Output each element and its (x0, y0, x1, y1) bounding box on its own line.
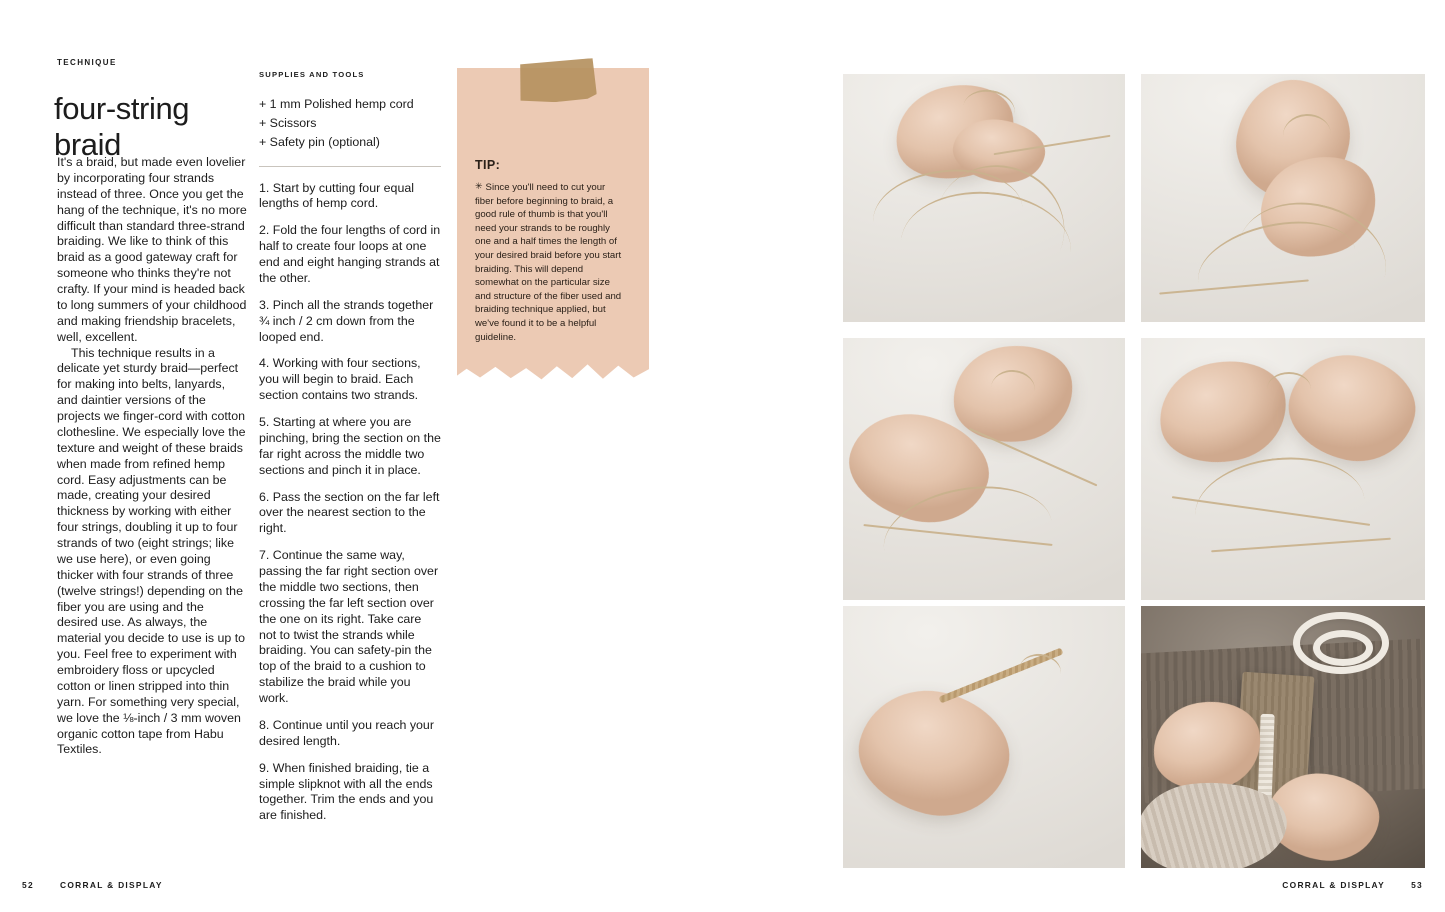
step-item: 3. Pinch all the strands together ¾ inch / 2 cm down from the looped end. (259, 297, 434, 344)
step-item: 2. Fold the four lengths of cord in half to create four loops at one end and eight hanging strands at the other. (259, 223, 441, 285)
tape-icon (517, 58, 597, 104)
left-page (0, 0, 722, 912)
step-item: 8. Continue until you reach your desired length. (259, 717, 434, 748)
supplies-and-steps-column (259, 70, 441, 835)
cord-loop (1267, 372, 1311, 406)
photo-step-2 (1141, 74, 1425, 322)
photo-step-4 (1141, 338, 1425, 600)
rope-coil (1313, 630, 1373, 666)
asterisk-icon: ✳ (475, 181, 483, 191)
supply-item: + Scissors (259, 115, 317, 130)
step-item: 9. When finished braiding, tie a simple slipknot with all the ends together. Trim the ends and you are finished. (259, 760, 434, 823)
page-number-left: 52 (22, 880, 34, 890)
tip-body (475, 180, 623, 344)
intro-text-column (57, 155, 247, 758)
step-item: 7. Continue the same way, passing the far right section over the middle two sections, then crossing the far left section over the one on its right. Take care not to twist the strands while braiding. You can safety-pin the top of the braid to a cushion to stabilize the braid while you work. (259, 548, 439, 706)
photo-step-5 (843, 606, 1125, 868)
divider (259, 166, 441, 167)
tip-text: Since you'll need to cut your fiber before beginning to braid, a good rule of thumb is that you'll need your strands to be roughly one and a half times the length of your desired braid before you start braiding. This will depend somewhat on the particular size and structure of the fiber used and braiding technique applied, but we've found it to be a helpful guideline. (475, 182, 622, 343)
intro-paragraph-1: It's a braid, but made even lovelier by incorporating four strands instead of three. Once you get the hang of the technique, it's no more difficult than standard three-strand braiding. We like to think of this braid as a good gateway craft for someone who thinks they're not crafty. If your mind is headed back to long summers of your childhood and making friendship bracelets, well, excellent. (57, 155, 247, 344)
photo-step-3 (843, 338, 1125, 600)
supply-item: + 1 mm Polished hemp cord (259, 97, 414, 111)
running-head-right: CORRAL & DISPLAY (1282, 880, 1385, 890)
intro-paragraph-2: This technique results in a delicate yet sturdy braid—perfect for making into belts, lanyards, and daintier versions of the projects we finger-cord with cotton clothesline. We especially love the texture and weight of these braids when made from refined hemp cord. Easy adjustments can be made, creating your desired thickness by working with either four strings, doubling it up to four strands of two (eight strings; like we use here), or even going thicker with four strands of three (twelve strings!) depending on the fiber you are using and the desired use. As always, the material you decide to use is up to you. Feel free to experiment with embroidery floss or upcycled cotton or linen stripped into thin yarn. For something very special, we love the ⅛-inch / 3 mm woven organic cotton tape from Habu Textiles. (57, 345, 246, 757)
step-item: 4. Working with four sections, you will begin to braid. Each section contains two strands. (259, 356, 421, 403)
step-item: 6. Pass the section on the far left over the nearest section to the right. (259, 489, 440, 536)
photo-grid (803, 58, 1385, 852)
page-title: four-string braid (54, 90, 190, 163)
supply-item: + Safety pin (optional) (259, 134, 380, 149)
running-head-left: CORRAL & DISPLAY (60, 880, 163, 890)
step-item: 1. Start by cutting four equal lengths of hemp cord. (259, 180, 414, 211)
photo-step-1 (843, 74, 1125, 322)
section-eyebrow: TECHNIQUE (57, 58, 117, 67)
tip-note (457, 60, 657, 390)
photo-step-6 (1141, 606, 1425, 868)
step-item: 5. Starting at where you are pinching, bring the section on the far right across the middle two sections and pinch it in place. (259, 415, 441, 477)
page-number-right: 53 (1411, 880, 1423, 890)
supplies-heading: SUPPLIES AND TOOLS (259, 70, 365, 79)
tip-title: TIP: (475, 158, 501, 172)
